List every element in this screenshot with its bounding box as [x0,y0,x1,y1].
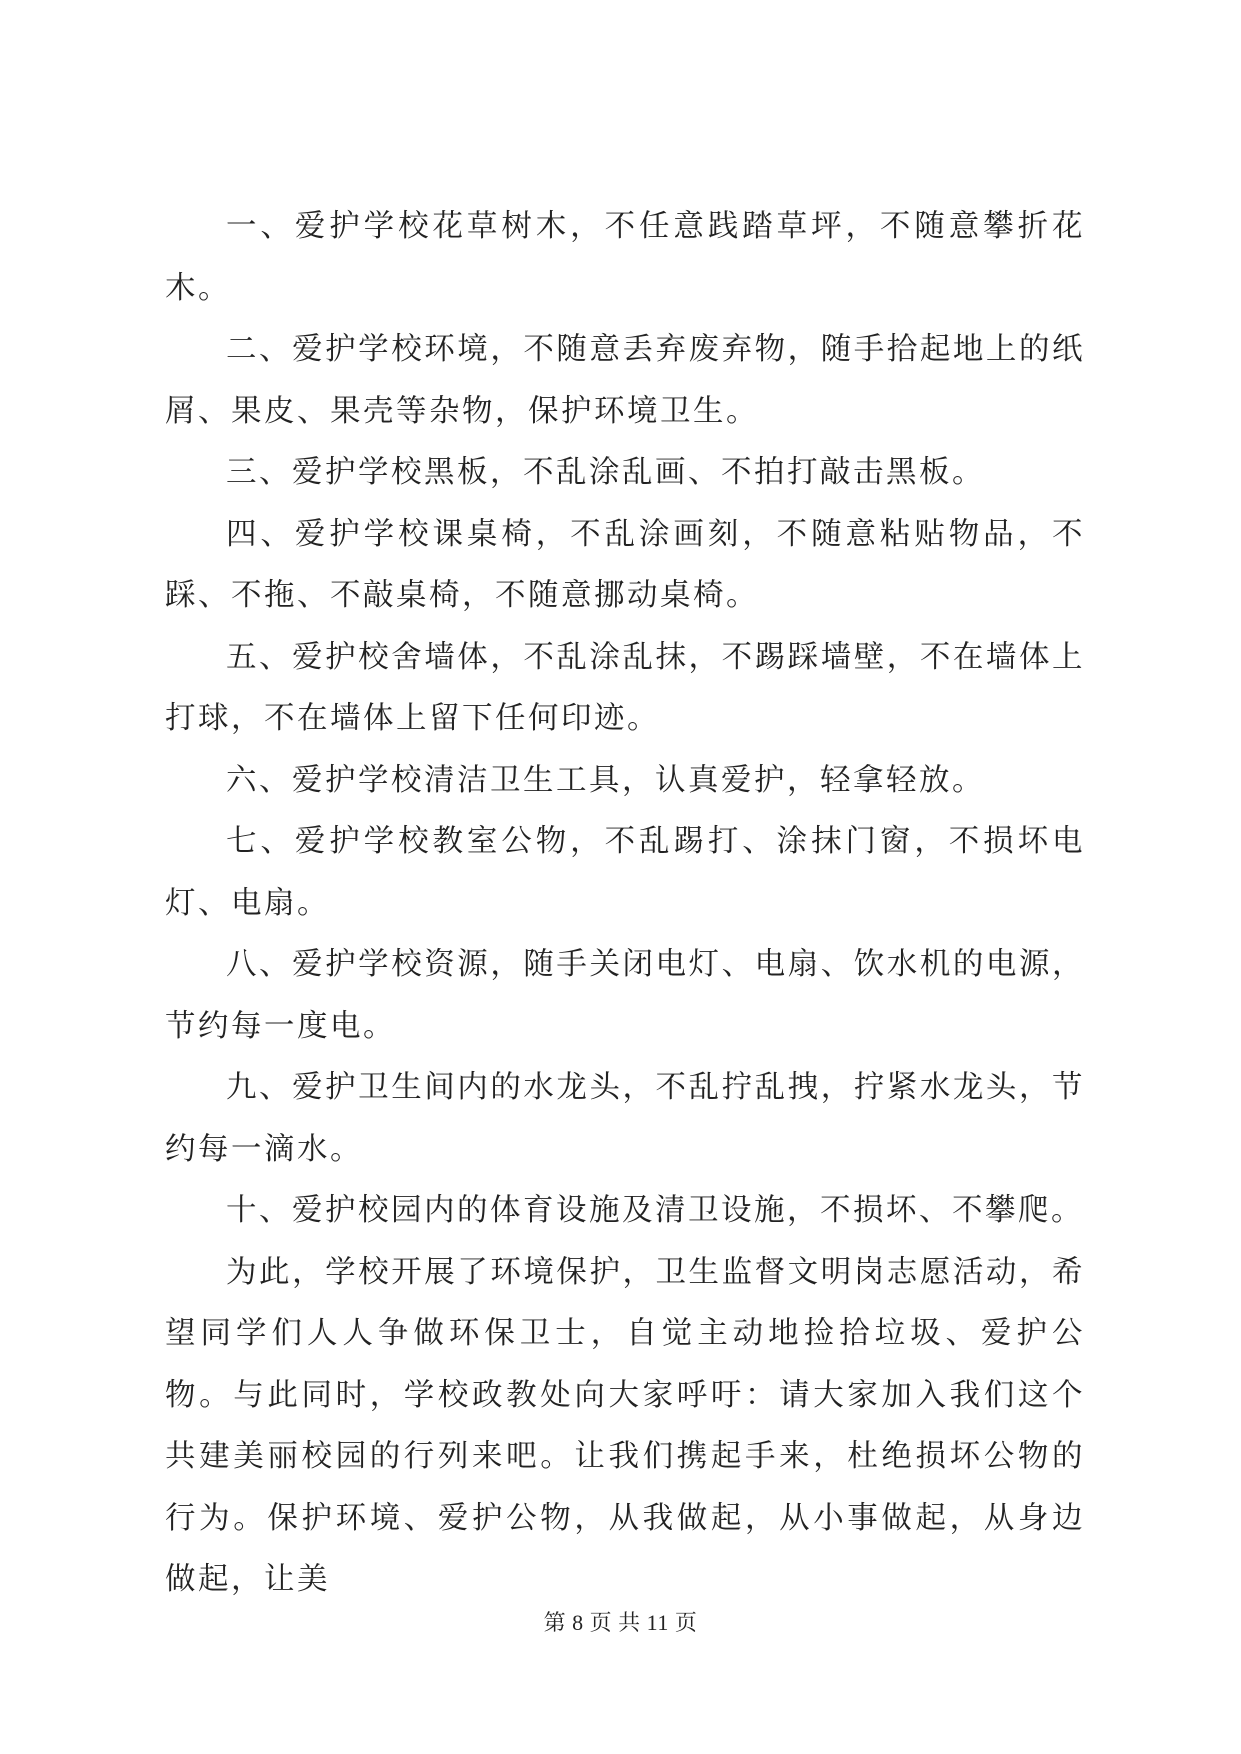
paragraph-rule-3: 三、爱护学校黑板，不乱涂乱画、不拍打敲击黑板。 [226,455,985,490]
paragraph-rule-6: 六、爱护学校清洁卫生工具，认真爱护，轻拿轻放。 [226,762,985,798]
paragraph-rule-1: 一、爱护学校花草树木，不任意践踏草坪，不随意攀折花木。 [165,209,1085,306]
paragraph-rule-9: 九、爱护卫生间内的水龙头，不乱拧乱拽，拧紧水龙头，节约每一滴水。 [165,1070,1085,1167]
paragraph-rule-5: 五、爱护校舍墙体，不乱涂乱抹，不踢踩墙壁，不在墙体上打球，不在墙体上留下任何印迹。 [165,639,1085,736]
paragraph-rule-8: 八、爱护学校资源，随手关闭电灯、电扇、饮水机的电源，节约每一度电。 [165,947,1085,1044]
document-body [165,196,1085,1611]
paragraph-rule-10: 十、爱护校园内的体育设施及清卫设施，不损坏、不攀爬。 [226,1193,1084,1228]
paragraph-rule-2: 二、爱护学校环境，不随意丢弃废弃物，随手拾起地上的纸屑、果皮、果壳等杂物，保护环境卫生。 [165,332,1085,429]
paragraph-rule-4: 四、爱护学校课桌椅，不乱涂画刻，不随意粘贴物品，不踩、不拖、不敲桌椅，不随意挪动桌椅。 [165,516,1085,613]
page-number-footer: 第 8 页 共 11 页 [543,1610,698,1635]
paragraph-rule-7: 七、爱护学校教室公物，不乱踢打、涂抹门窗，不损坏电灯、电扇。 [165,824,1085,921]
paragraph-appeal: 为此，学校开展了环境保护，卫生监督文明岗志愿活动，希望同学们人人争做环保卫士，自觉主动地捡拾垃圾、爱护公物。与此同时，学校政教处向大家呼吁：请大家加入我们这个共建美丽校园的行列来吧。让我们携起手来，杜绝损坏公物的行为。保护环境、爱护公物，从我做起，从小事做起，从身边做起，让美 [165,1254,1085,1597]
